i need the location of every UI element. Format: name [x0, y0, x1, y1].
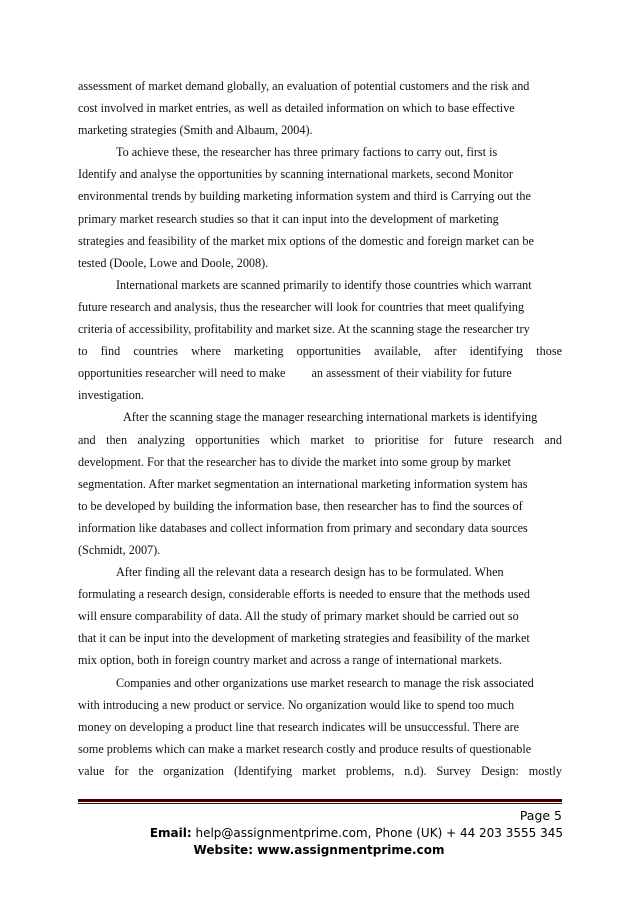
text-line: mix option, both in foreign country market and across a range of international markets.	[78, 653, 503, 668]
text-fragment: an assessment of their viability for future	[311, 366, 512, 381]
text-line: to be developed by building the information base, then researcher has to find the sources of	[78, 498, 523, 513]
text-line: strategies and feasibility of the market mix options of the domestic and foreign market can be	[78, 233, 534, 248]
paragraph-3	[78, 274, 562, 407]
text-line: primary market research studies so that it can input into the development of marketing	[78, 211, 499, 226]
text-line: to find countries where marketing opportunities available, after identifying those	[78, 344, 562, 359]
text-line: and then analyzing opportunities which market to prioritise for future research and	[78, 432, 562, 447]
text-line: will ensure comparability of data. All the study of primary market should be carried out so	[78, 609, 519, 624]
text-line: tested (Doole, Lowe and Doole, 2008).	[78, 255, 269, 270]
text-line	[78, 362, 562, 384]
text-line: Identify and analyse the opportunities by scanning international markets, second Monitor	[78, 167, 513, 182]
text-line: criteria of accessibility, profitability and market size. At the scanning stage the researcher try	[78, 322, 530, 337]
text-line: After the scanning stage the manager researching international markets is identifying	[123, 410, 538, 425]
text-line: assessment of market demand globally, an evaluation of potential customers and the risk and	[78, 79, 530, 93]
text-line: future research and analysis, thus the researcher will look for countries that meet qualifying	[78, 299, 525, 314]
paragraph-5	[78, 561, 562, 671]
footer-website: Website: www.assignmentprime.com	[193, 843, 445, 857]
text-line: investigation.	[78, 388, 145, 403]
paragraph-4	[78, 406, 562, 561]
text-line: information like databases and collect information from primary and secondary data sources	[78, 520, 528, 535]
footer-rule-thin	[78, 803, 562, 804]
text-line: with introducing a new product or service. No organization would like to spend too much	[78, 697, 515, 712]
text-fragment: opportunities researcher will need to make	[78, 366, 286, 381]
text-line: cost involved in market entries, as well as detailed information on which to base effective	[78, 101, 515, 116]
text-line: value for the organization (Identifying market problems, n.d). Survey Design: mostly	[78, 763, 562, 778]
paragraph-2	[78, 141, 562, 274]
text-line: marketing strategies (Smith and Albaum, 2004).	[78, 123, 313, 138]
text-line: Companies and other organizations use market research to manage the risk associated	[116, 675, 534, 690]
text-line: (Schmidt, 2007).	[78, 542, 161, 557]
text-line: development. For that the researcher has to divide the market into some group by market	[78, 454, 511, 469]
email-phone-text: help@assignmentprime.com, Phone (UK) + 44 203 3555 345	[191, 826, 563, 840]
body-text	[78, 75, 562, 782]
footer-rule-thick	[78, 799, 562, 802]
paragraph-6	[78, 672, 562, 782]
email-label: Email:	[149, 826, 192, 840]
text-line: formulating a research design, considerable efforts is needed to ensure that the methods used	[78, 587, 530, 602]
page-number: Page 5	[519, 808, 562, 823]
text-line: To achieve these, the researcher has three primary factions to carry out, first is	[116, 145, 498, 160]
text-line: After finding all the relevant data a research design has to be formulated. When	[116, 565, 504, 580]
contact-line	[150, 826, 563, 840]
text-line: that it can be input into the development of marketing strategies and feasibility of the market	[78, 631, 530, 646]
paragraph-1	[78, 75, 562, 141]
text-line: environmental trends by building marketing information system and third is Carrying out the	[78, 189, 531, 204]
text-line: International markets are scanned primarily to identify those countries which warrant	[116, 277, 532, 292]
text-line: money on developing a product line that research indicates will be unsuccessful. There are	[78, 719, 520, 734]
text-line: some problems which can make a market research costly and produce results of questionable	[78, 741, 532, 756]
text-line: segmentation. After market segmentation an international marketing information system has	[78, 476, 528, 491]
